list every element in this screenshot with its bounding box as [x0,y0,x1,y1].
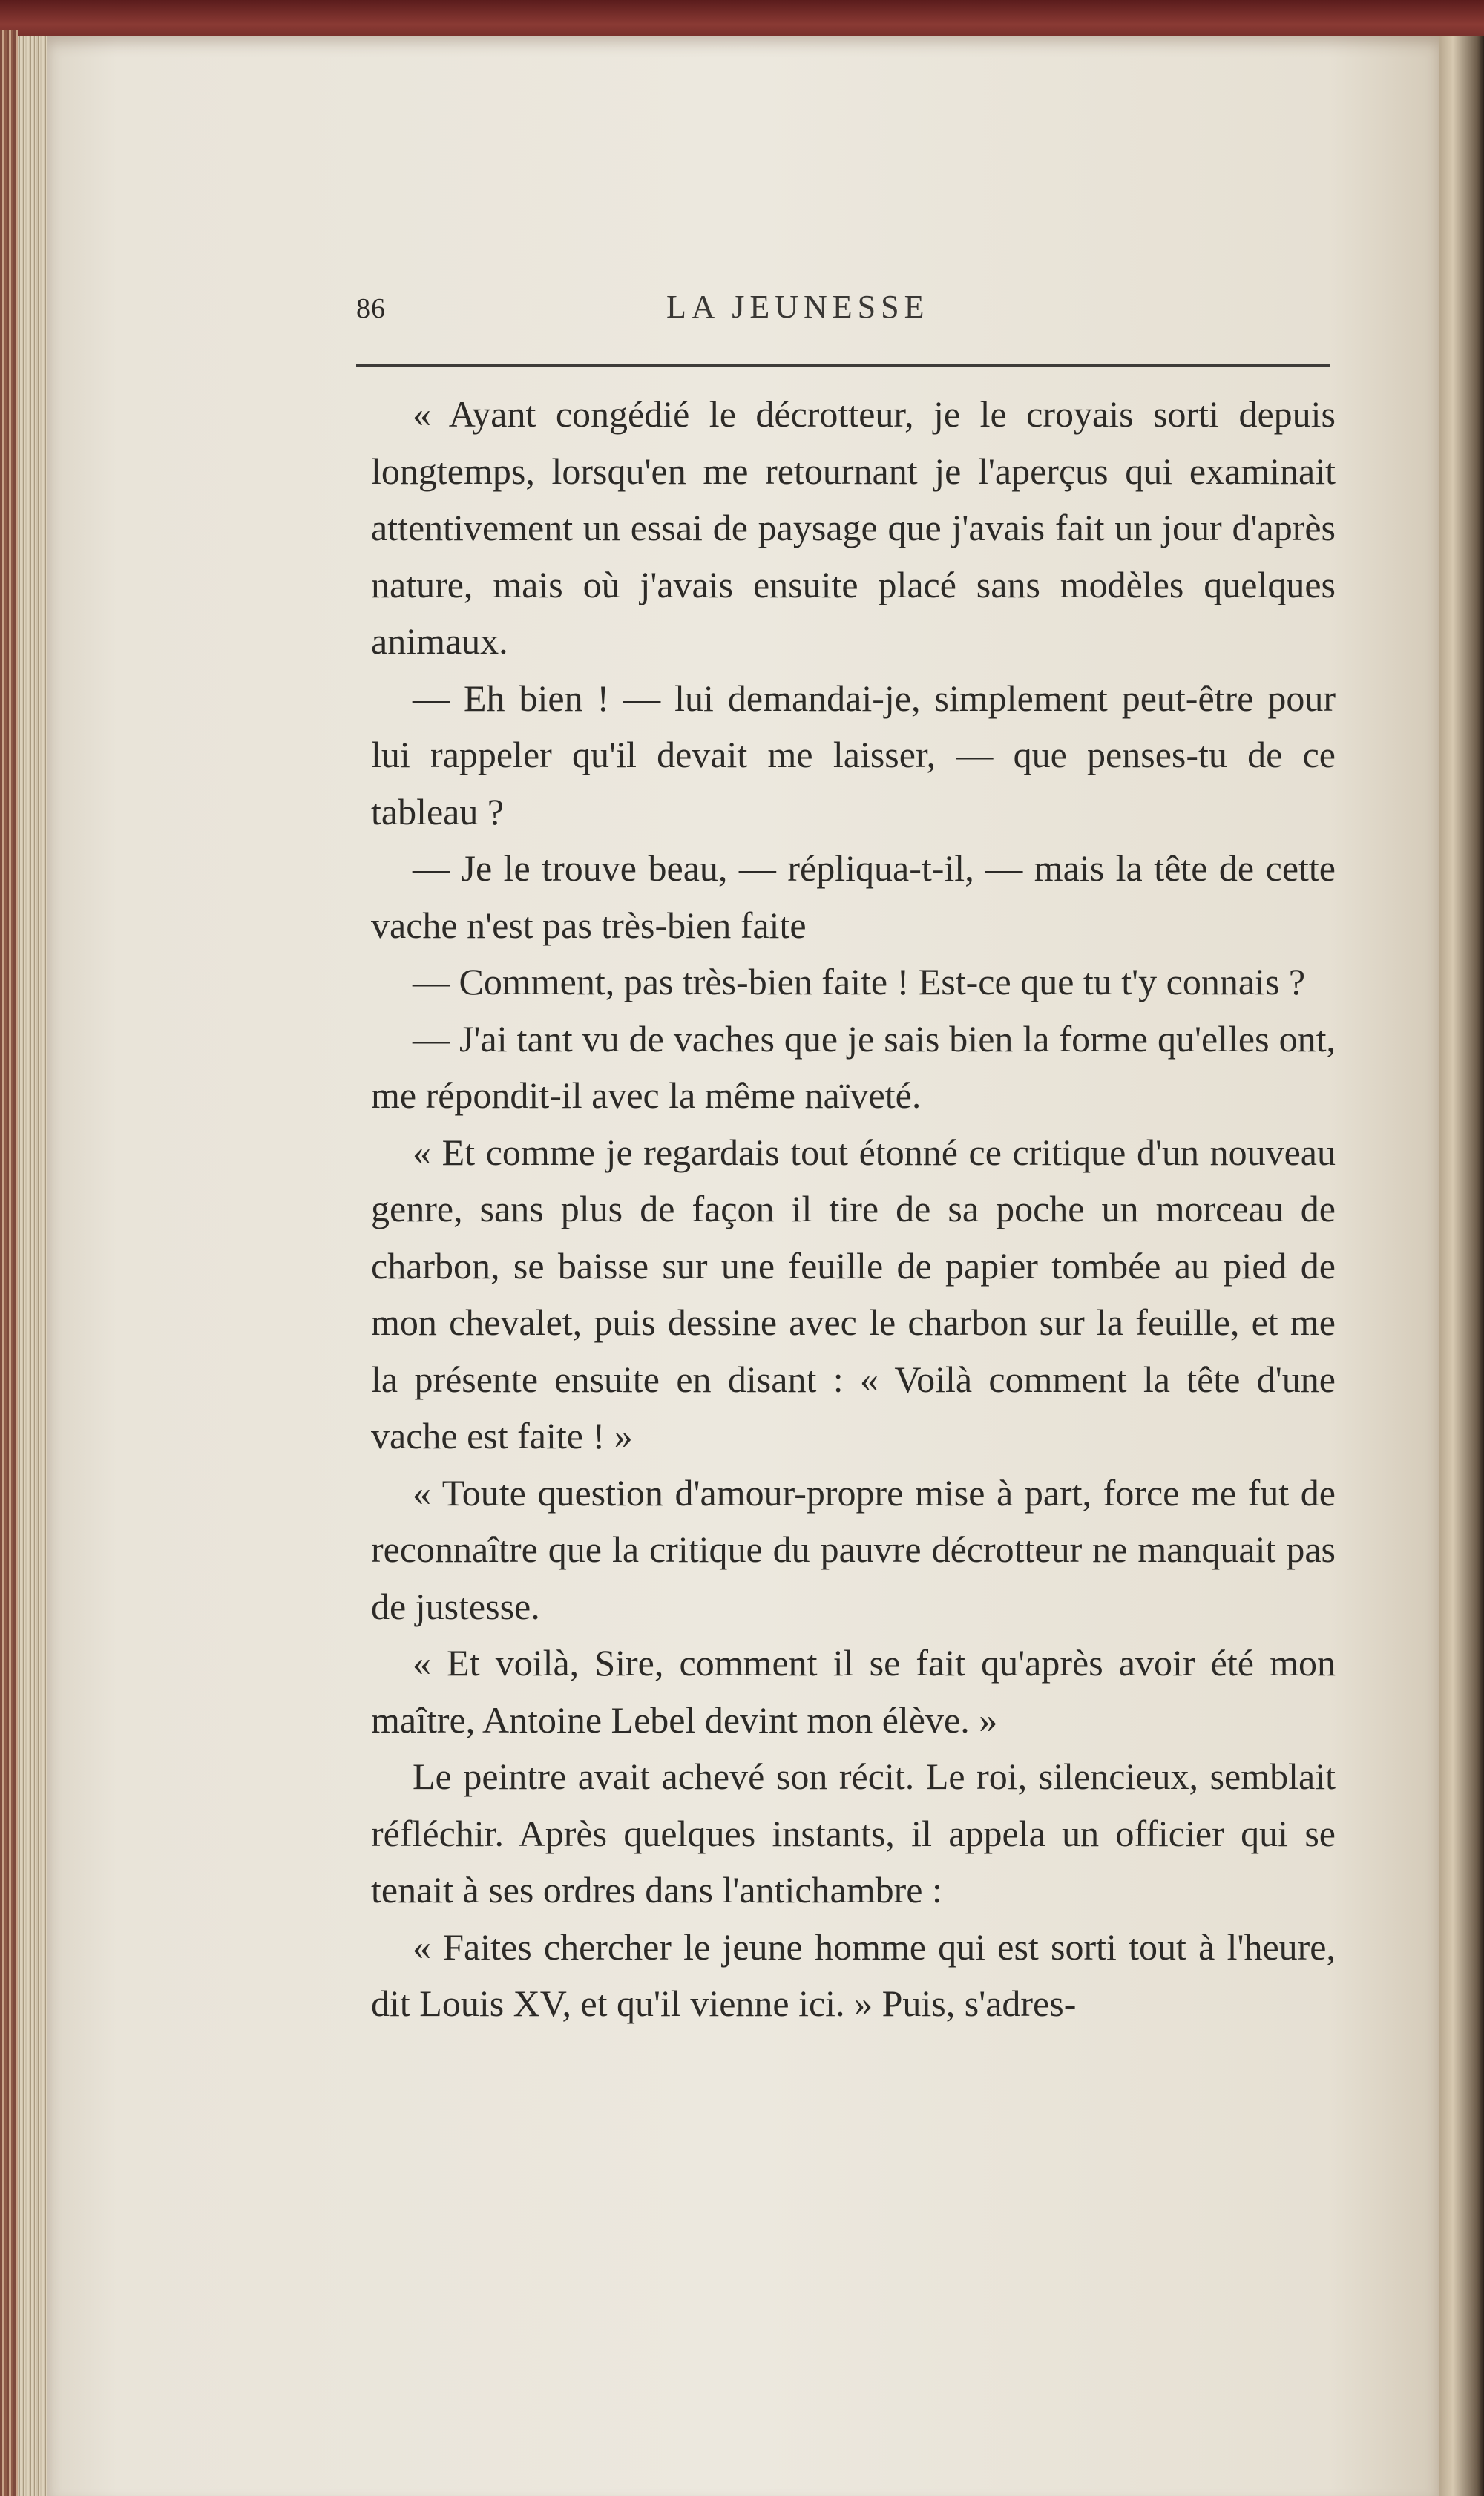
page-number: 86 [356,293,386,324]
paragraph: Le peintre avait achevé son récit. Le roi, silencieux, semblait réfléchir. Après quelques instants, il appela un officier qui se tenait à ses ordres dans l'antichambre : [371,1756,1336,1911]
paragraph: — Eh bien ! — lui demandai-je, simplement peut-être pour lui rappeler qu'il devait me laisser, — que penses-tu de ce tableau ? [371,677,1336,832]
paragraph: — Je le trouve beau, — répliqua-t-il, — mais la tête de cette vache n'est pas très-bien faite [371,847,1336,946]
page-stack-right [1439,36,1484,2496]
page-heading: LA JEUNESSE [666,289,930,325]
book-spine [0,30,18,2496]
paragraph: « Ayant congédié le décrotteur, je le croyais sorti depuis longtemps, lorsqu'en me retournant je l'aperçus qui examinait attentivement un essai de paysage que j'avais fait un jour d'après nature, mais où j'avais ensuite placé sans modèles quelques animaux. [371,393,1336,662]
body-text [371,386,1336,2032]
paragraph: « Toute question d'amour-propre mise à part, force me fut de reconnaître que la critique du pauvre décrotteur ne manquait pas de justesse. [371,1471,1336,1627]
paragraph: « Et comme je regardais tout étonné ce critique d'un nouveau genre, sans plus de façon il tire de sa poche un morceau de charbon, se baisse sur une feuille de papier tombée au pied de mon chevalet, puis dessine avec le charbon sur la feuille, et me la présente ensuite en disant : « Voilà comment la tête d'une vache est faite ! » [371,1131,1336,1456]
page-stack-left [18,36,47,2496]
paragraph: « Faites chercher le jeune homme qui est sorti tout à l'heure, dit Louis XV, et qu'il vienne ici. » Puis, s'adres- [371,1925,1336,2024]
paragraph: « Et voilà, Sire, comment il se fait qu'après avoir été mon maître, Antoine Lebel devint mon élève. » [371,1642,1336,1741]
paragraph: — Comment, pas très-bien faite ! Est-ce que tu t'y connais ? [413,961,1306,1002]
running-head [356,289,1336,337]
paragraph: — J'ai tant vu de vaches que je sais bien la forme qu'elles ont, me répondit-il avec la même naïveté. [371,1017,1336,1116]
header-rule [356,364,1330,367]
